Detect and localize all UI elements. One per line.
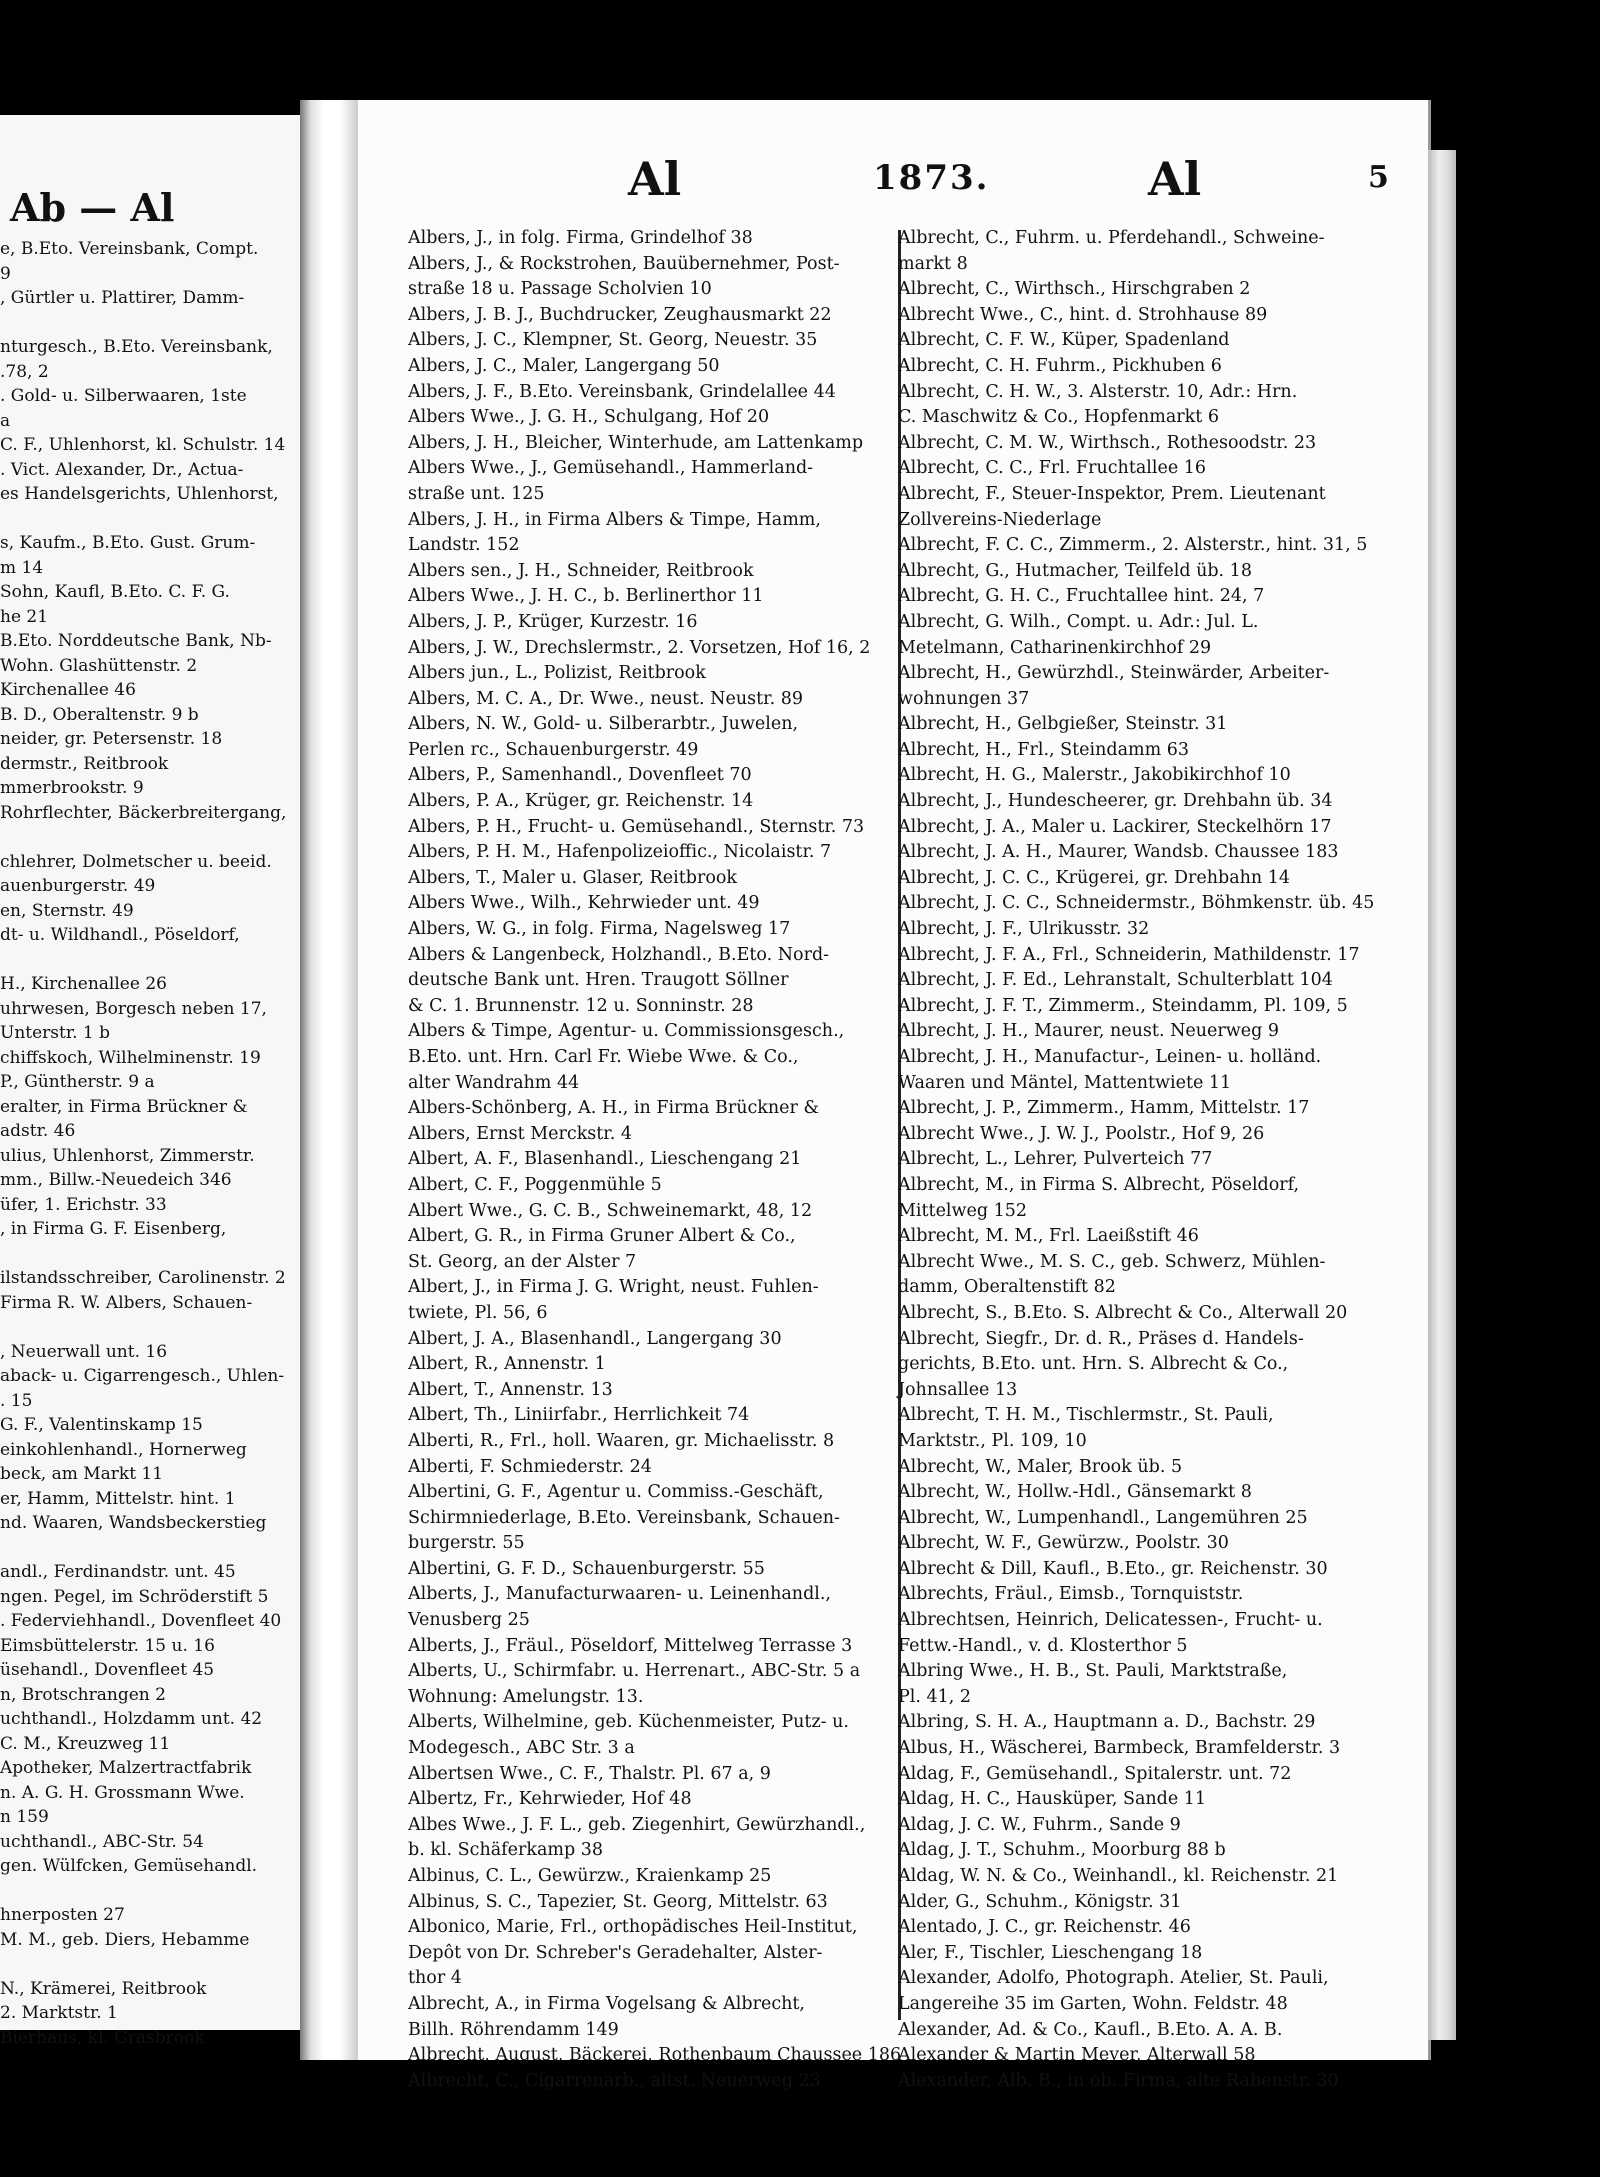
directory-entry-line: Albrecht, C. H. W., 3. Alsterstr. 10, Adr.: Hrn.	[898, 381, 1298, 402]
directory-entry-line	[0, 1242, 300, 1267]
directory-entry-line: gerichts, B.Eto. unt. Hrn. S. Albrecht & Co.,	[898, 1354, 1289, 1375]
directory-entry-line: Bierhaus, kl. Grasbrook	[0, 2027, 205, 2048]
directory-entry-line: Albers, J. C., Klempner, St. Georg, Neuestr. 35	[408, 330, 818, 351]
directory-entry-line: Landstr. 152	[408, 535, 520, 556]
directory-entry-line: Albinus, S. C., Tapezier, St. Georg, Mittelstr. 63	[408, 1891, 828, 1912]
top-black-border-left	[0, 0, 360, 115]
directory-entry-line: B.Eto. Norddeutsche Bank, Nb-	[0, 631, 272, 651]
directory-entry-line: , in Firma G. F. Eisenberg,	[0, 1219, 227, 1239]
directory-entry-line: Albers, M. C. A., Dr. Wwe., neust. Neustr. 89	[408, 688, 803, 709]
directory-entry-line: dermstr., Reitbrook	[0, 753, 169, 774]
directory-entry-line	[0, 1879, 300, 1904]
directory-entry-line: Albrechts, Fräul., Eimsb., Tornquiststr.	[898, 1584, 1244, 1605]
header-year: 1873.	[873, 158, 990, 198]
directory-entry-line: Albers, W. G., in folg. Firma, Nagelsweg 17	[408, 919, 791, 940]
directory-entry-line: Albert, C. F., Poggenmühle 5	[408, 1174, 662, 1195]
directory-entry-line: Albers Wwe., J. H. C., b. Berlinerthor 11	[408, 586, 764, 607]
directory-entry-line: Albertz, Fr., Kehrwieder, Hof 48	[408, 1789, 692, 1810]
directory-entry-line: B. D., Oberaltenstr. 9 b	[0, 704, 199, 725]
directory-entry-line: Albers, J. W., Drechslermstr., 2. Vorsetzen, Hof 16, 2	[408, 637, 871, 658]
directory-entry-line: Albrecht, F. C. C., Zimmerm., 2. Alsterstr., hint. 31, 5	[898, 535, 1368, 556]
directory-entry-line: thor 4	[408, 1968, 462, 1989]
directory-entry-line: nturgesch., B.Eto. Vereinsbank,	[0, 337, 273, 357]
directory-entry-line: . Vict. Alexander, Dr., Actua-	[0, 459, 244, 480]
directory-entry-line: Zollvereins-Niederlage	[898, 509, 1102, 530]
directory-entry-line: uchthandl., Holzdamm unt. 42	[0, 1709, 263, 1729]
directory-entry-line: Mittelweg 152	[898, 1200, 1028, 1221]
directory-entry-line: Albers & Langenbeck, Holzhandl., B.Eto. Nord-	[408, 944, 830, 965]
directory-entry-line: aback- u. Cigarrengesch., Uhlen-	[0, 1366, 285, 1386]
directory-entry-line: beck, am Markt 11	[0, 1464, 164, 1484]
directory-entry-line	[0, 1536, 300, 1561]
directory-entry-line: Albert, J. A., Blasenhandl., Langergang 30	[408, 1328, 782, 1349]
directory-entry-line: Albers, J. H., Bleicher, Winterhude, am Lattenkamp	[408, 432, 864, 453]
directory-entry-line: Wohnung: Amelungstr. 13.	[408, 1686, 644, 1707]
directory-entry-line: Albrecht, H. G., Malerstr., Jakobikirchhof 10	[898, 765, 1291, 786]
directory-entry-line: Fettw.-Handl., v. d. Klosterthor 5	[898, 1635, 1188, 1656]
directory-entry-line: Alexander & Martin Meyer, Alterwall 58	[898, 2045, 1256, 2066]
directory-entry-line: Alexander, Adolfo, Photograph. Atelier, St. Pauli,	[898, 1968, 1329, 1989]
directory-entry-line: chlehrer, Dolmetscher u. beeid.	[0, 851, 272, 872]
directory-entry-line: Unterstr. 1 b	[0, 1023, 111, 1043]
directory-entry-line: Albrecht, Siegfr., Dr. d. R., Präses d. Handels-	[898, 1328, 1304, 1349]
directory-entry-line: mm., Billw.-Neuedeich 346	[0, 1170, 232, 1190]
directory-entry-line: Albert, A. F., Blasenhandl., Lieschengang 21	[408, 1149, 802, 1170]
directory-entry-line: e, B.Eto. Vereinsbank, Compt.	[0, 239, 259, 259]
directory-entry-line: Alberts, U., Schirmfabr. u. Herrenart., ABC-Str. 5 a	[408, 1661, 861, 1682]
directory-entry-line: Albers, T., Maler u. Glaser, Reitbrook	[408, 867, 738, 888]
directory-entry-line: Albert, G. R., in Firma Gruner Albert & Co.,	[408, 1226, 796, 1247]
directory-entry-line: chiffskoch, Wilhelminenstr. 19	[0, 1047, 261, 1068]
directory-entry-line	[0, 1952, 300, 1977]
directory-entry-line: mmerbrookstr. 9	[0, 778, 144, 798]
directory-entry-line: Metelmann, Catharinenkirchhof 29	[898, 637, 1212, 658]
directory-entry-line: Albers, Ernst Merckstr. 4	[408, 1123, 633, 1144]
directory-entry-line: Albus, H., Wäscherei, Barmbeck, Bramfelderstr. 3	[898, 1738, 1341, 1759]
directory-entry-line: twiete, Pl. 56, 6	[408, 1302, 548, 1323]
directory-entry-line: Eimsbüttelerstr. 15 u. 16	[0, 1635, 215, 1656]
directory-entry-line: C. M., Kreuzweg 11	[0, 1733, 171, 1754]
directory-entry-line: Pl. 41, 2	[898, 1686, 972, 1707]
directory-entry-line: G. F., Valentinskamp 15	[0, 1415, 203, 1435]
directory-entry-line: Albers, N. W., Gold- u. Silberarbtr., Juwelen,	[408, 714, 799, 735]
directory-entry-line: Albert, R., Annenstr. 1	[408, 1354, 606, 1375]
directory-entry-line: Alberti, F. Schmiederstr. 24	[408, 1456, 652, 1477]
directory-entry-line: Aler, F., Tischler, Lieschengang 18	[898, 1942, 1203, 1963]
directory-entry-line: Albrecht, C., Cigarrenarb., altst. Neuerweg 23	[408, 2070, 821, 2091]
directory-entry-line: n, Brotschrangen 2	[0, 1684, 166, 1705]
directory-entry-line: andl., Ferdinandstr. unt. 45	[0, 1562, 236, 1582]
directory-entry-line: ulius, Uhlenhorst, Zimmerstr.	[0, 1145, 255, 1166]
directory-entry-line: Albrecht, C. H. Fuhrm., Pickhuben 6	[898, 355, 1222, 376]
directory-entry-line: Albrecht, G. Wilh., Compt. u. Adr.: Jul. L.	[898, 611, 1259, 632]
directory-entry-line	[0, 311, 300, 336]
directory-entry-line: he 21	[0, 606, 49, 627]
right-page	[358, 100, 1431, 2091]
directory-entry-line: damm, Oberaltenstift 82	[898, 1277, 1116, 1298]
directory-entry-line: P., Güntherstr. 9 a	[0, 1072, 155, 1092]
directory-entry-line: Albers & Timpe, Agentur- u. Commissionsgesch.,	[408, 1021, 845, 1042]
directory-entry-line: Albers Wwe., J. G. H., Schulgang, Hof 20	[408, 407, 770, 428]
directory-entry-line: Alexander, Ad. & Co., Kaufl., B.Eto. A. A. B.	[898, 2019, 1283, 2040]
directory-entry-line: Albers jun., L., Polizist, Reitbrook	[408, 663, 706, 684]
directory-entry-line: b. kl. Schäferkamp 38	[408, 1840, 604, 1861]
directory-entry-line: Albers, P., Samenhandl., Dovenfleet 70	[408, 765, 752, 786]
directory-entry-line: er, Hamm, Mittelstr. hint. 1	[0, 1488, 236, 1509]
directory-entry-line: N., Krämerei, Reitbrook	[0, 1978, 207, 1999]
directory-entry-line: einkohlenhandl., Hornerweg	[0, 1439, 247, 1460]
directory-entry-line: H., Kirchenallee 26	[0, 974, 167, 994]
directory-entry-line	[0, 1315, 300, 1340]
directory-entry-line: Apotheker, Malzertractfabrik	[0, 1758, 252, 1778]
directory-entry-line: Aldag, F., Gemüsehandl., Spitalerstr. unt. 72	[898, 1763, 1292, 1784]
directory-entry-line: Albert, Th., Liniirfabr., Herrlichkeit 74	[408, 1405, 750, 1426]
directory-entry-line: Aldag, J. T., Schuhm., Moorburg 88 b	[898, 1840, 1226, 1861]
directory-entry-line: Albrecht, J., Hundescheerer, gr. Drehbahn üb. 34	[898, 791, 1333, 812]
directory-entry-line: Alberts, J., Fräul., Pöseldorf, Mittelweg Terrasse 3	[408, 1635, 853, 1656]
directory-entry-line: Albrecht, G., Hutmacher, Teilfeld üb. 18	[898, 560, 1252, 581]
directory-entry-line: dt- u. Wildhandl., Pöseldorf,	[0, 925, 240, 945]
directory-entry-line: Albrecht, J. H., Manufactur-, Leinen- u. holländ.	[898, 1047, 1322, 1067]
directory-entry-line: Albrecht Wwe., J. W. J., Poolstr., Hof 9, 26	[898, 1123, 1265, 1144]
directory-entry-line: Albrecht, J. A., Maler u. Lackirer, Steckelhörn 17	[898, 816, 1332, 837]
directory-entry-line: Albrecht, M., in Firma S. Albrecht, Pöseldorf,	[898, 1174, 1300, 1195]
directory-entry-line: Albers Wwe., J., Gemüsehandl., Hammerland-	[408, 458, 814, 479]
directory-entry-line: Albrecht Wwe., C., hint. d. Strohhause 89	[898, 304, 1268, 325]
directory-entry-line: 9	[0, 263, 11, 284]
directory-entry-line: neider, gr. Petersenstr. 18	[0, 729, 223, 749]
directory-entry-line: Albes Wwe., J. F. L., geb. Ziegenhirt, Gewürzhandl.,	[408, 1814, 866, 1835]
directory-entry-line: Alder, G., Schuhm., Königstr. 31	[898, 1891, 1182, 1912]
directory-entry-line: ngen. Pegel, im Schröderstift 5	[0, 1586, 269, 1607]
directory-entry-line: Albers, J., & Rockstrohen, Bauübernehmer, Post-	[408, 253, 840, 274]
header-right-letters: Al	[1148, 152, 1202, 206]
directory-entry-line: , Neuerwall unt. 16	[0, 1341, 168, 1362]
directory-entry-line: Albinus, C. L., Gewürzw., Kraienkamp 25	[408, 1866, 772, 1886]
directory-entry-line: gen. Wülfcken, Gemüsehandl.	[0, 1856, 258, 1876]
directory-entry-line: Albrecht, J. F. A., Frl., Schneiderin, Mathildenstr. 17	[898, 944, 1360, 965]
directory-entry-line: Waaren und Mäntel, Mattentwiete 11	[898, 1072, 1232, 1093]
directory-entry-line	[0, 507, 300, 532]
directory-entry-line: Albrecht, T. H. M., Tischlermstr., St. Pauli,	[898, 1405, 1274, 1426]
directory-entry-line: Albrecht, H., Gelbgießer, Steinstr. 31	[898, 714, 1228, 735]
directory-entry-line: Albrecht, H., Frl., Steindamm 63	[898, 739, 1190, 760]
directory-entry-line: Kirchenallee 46	[0, 680, 136, 700]
directory-entry-line: Langereihe 35 im Garten, Wohn. Feldstr. 48	[898, 1993, 1288, 2014]
directory-entry-line: Albrechtsen, Heinrich, Delicatessen-, Frucht- u.	[898, 1610, 1323, 1631]
directory-entry-line	[0, 948, 300, 973]
directory-entry-line: . 15	[0, 1390, 33, 1411]
directory-entry-line: m 14	[0, 557, 44, 578]
directory-entry-line: Albers Wwe., Wilh., Kehrwieder unt. 49	[408, 893, 760, 914]
directory-entry-line: Albrecht, J. C. C., Schneidermstr., Böhmkenstr. üb. 45	[898, 893, 1375, 914]
directory-entry-line: B.Eto. unt. Hrn. Carl Fr. Wiebe Wwe. & Co.,	[408, 1047, 799, 1067]
directory-entry-line: .78, 2	[0, 361, 49, 382]
directory-entry-line: Albrecht, W., Hollw.-Hdl., Gänsemarkt 8	[898, 1482, 1252, 1503]
left-page-header: Ab — Al	[10, 185, 175, 230]
directory-entry-line: Albrecht, L., Lehrer, Pulverteich 77	[898, 1149, 1213, 1170]
directory-entry-line: , Gürtler u. Plattirer, Damm-	[0, 288, 245, 308]
left-page	[0, 115, 302, 2048]
directory-entry-line: hnerposten 27	[0, 1905, 125, 1925]
directory-entry-line: Albring Wwe., H. B., St. Pauli, Marktstraße,	[898, 1661, 1288, 1682]
directory-entry-line: Albrecht, W., Maler, Brook üb. 5	[898, 1456, 1183, 1477]
directory-entry-line: üsehandl., Dovenfleet 45	[0, 1660, 215, 1680]
directory-entry-line: Albert, J., in Firma J. G. Wright, neust. Fuhlen-	[408, 1277, 819, 1298]
directory-entry-line: markt 8	[898, 253, 968, 274]
directory-entry-line: Albrecht, H., Gewürzhdl., Steinwärder, Arbeiter-	[898, 663, 1330, 684]
directory-entry-line: Albert, T., Annenstr. 13	[408, 1379, 613, 1400]
directory-entry-line: St. Georg, an der Alster 7	[408, 1251, 637, 1272]
directory-entry-line: Albrecht, G. H. C., Fruchtallee hint. 24, 7	[898, 586, 1265, 607]
directory-entry-line: Venusberg 25	[408, 1610, 530, 1631]
directory-entry-line: eralter, in Firma Brückner &	[0, 1096, 248, 1117]
directory-entry-line: Rohrflechter, Bäckerbreitergang,	[0, 802, 287, 823]
directory-entry-line: straße unt. 125	[408, 483, 545, 504]
directory-entry-line: Schirmniederlage, B.Eto. Vereinsbank, Schauen-	[408, 1507, 840, 1528]
directory-entry-line: Marktstr., Pl. 109, 10	[898, 1430, 1087, 1451]
directory-entry-line: Albrecht Wwe., M. S. C., geb. Schwerz, Mühlen-	[898, 1251, 1326, 1272]
directory-entry-line: Albring, S. H. A., Hauptmann a. D., Bachstr. 29	[898, 1712, 1316, 1733]
directory-entry-line: Albrecht, J. P., Zimmerm., Hamm, Mittelstr. 17	[898, 1098, 1310, 1119]
page-number: 5	[1368, 160, 1389, 195]
header-left-letters: Al	[628, 152, 682, 206]
directory-entry-line: Albers, P. A., Krüger, gr. Reichenstr. 14	[408, 791, 754, 812]
directory-entry-line: Albrecht, August, Bäckerei, Rothenbaum Chaussee 186	[408, 2045, 902, 2066]
directory-entry-line: burgerstr. 55	[408, 1533, 525, 1554]
directory-entry-line: alter Wandrahm 44	[408, 1072, 580, 1093]
directory-entry-line: Aldag, H. C., Hausküper, Sande 11	[898, 1789, 1207, 1810]
directory-entry-line: Albers-Schönberg, A. H., in Firma Brückner &	[408, 1098, 820, 1119]
directory-entry-line: Albrecht, A., in Firma Vogelsang & Albrecht,	[408, 1993, 805, 2014]
directory-entry-line: Albrecht, C., Fuhrm. u. Pferdehandl., Schweine-	[898, 228, 1325, 248]
directory-entry-line: Albers, J. F., B.Eto. Vereinsbank, Grindelallee 44	[408, 381, 836, 402]
directory-entry-line: Albrecht, J. H., Maurer, neust. Neuerweg 9	[898, 1021, 1279, 1042]
directory-entry-line: Albers, P. H., Frucht- u. Gemüsehandl., Sternstr. 73	[408, 816, 865, 837]
directory-entry-line: deutsche Bank unt. Hren. Traugott Söllner	[408, 970, 789, 991]
directory-entry-line	[0, 825, 300, 850]
directory-entry-line: Modegesch., ABC Str. 3 a	[408, 1738, 635, 1759]
directory-entry-line: Albers sen., J. H., Schneider, Reitbrook	[408, 560, 754, 581]
directory-entry-line: straße 18 u. Passage Scholvien 10	[408, 279, 712, 300]
directory-entry-line: Albrecht, F., Steuer-Inspektor, Prem. Lieutenant	[898, 483, 1326, 504]
directory-entry-line: Albrecht, W., Lumpenhandl., Langemühren 25	[898, 1507, 1308, 1528]
directory-entry-line: Alexander, Alb. B., in ob. Firma, alte Rabenstr. 30	[898, 2070, 1339, 2091]
directory-entry-line: . Federviehhandl., Dovenfleet 40	[0, 1611, 282, 1631]
directory-entry-line: Albonico, Marie, Frl., orthopädisches Heil-Institut,	[408, 1917, 858, 1938]
top-black-border-right	[360, 0, 1600, 100]
directory-column-right	[898, 226, 1403, 2094]
directory-entry-line: en, Sternstr. 49	[0, 900, 134, 921]
directory-entry-line: Albrecht, J. F. Ed., Lehranstalt, Schulterblatt 104	[898, 970, 1333, 991]
left-page-column	[0, 237, 300, 2050]
directory-entry-line: Albrecht, J. C. C., Krügerei, gr. Drehbahn 14	[898, 867, 1291, 888]
directory-entry-line: Alberts, Wilhelmine, geb. Küchenmeister, Putz- u.	[408, 1712, 849, 1733]
directory-entry-line: üfer, 1. Erichstr. 33	[0, 1194, 167, 1215]
directory-entry-line: Albrecht, J. F. T., Zimmerm., Steindamm, Pl. 109, 5	[898, 995, 1348, 1016]
directory-entry-line: Albers, J. P., Krüger, Kurzestr. 16	[408, 611, 698, 632]
directory-entry-line: . Gold- u. Silberwaaren, 1ste	[0, 386, 247, 406]
directory-entry-line: Billh. Röhrendamm 149	[408, 2019, 619, 2040]
page-edge	[1428, 150, 1456, 2040]
directory-entry-line: Wohn. Glashüttenstr. 2	[0, 655, 198, 676]
directory-entry-line: Albertsen Wwe., C. F., Thalstr. Pl. 67 a, 9	[408, 1763, 771, 1784]
directory-entry-line: Sohn, Kaufl, B.Eto. C. F. G.	[0, 582, 230, 602]
directory-entry-line: Albrecht, C., Wirthsch., Hirschgraben 2	[898, 279, 1251, 300]
directory-entry-line: Albrecht, J. F., Ulrikusstr. 32	[898, 919, 1150, 940]
directory-entry-line: Albertini, G. F., Agentur u. Commiss.-Geschäft,	[408, 1482, 824, 1503]
directory-entry-line: n. A. G. H. Grossmann Wwe.	[0, 1782, 245, 1803]
directory-entry-line: Albers, J., in folg. Firma, Grindelhof 38	[408, 228, 753, 248]
directory-entry-line: Albrecht, C. F. W., Küper, Spadenland	[898, 330, 1230, 351]
directory-entry-line: Albers, P. H. M., Hafenpolizeioffic., Nicolaistr. 7	[408, 842, 832, 863]
directory-entry-line: Albers, J. C., Maler, Langergang 50	[408, 355, 720, 376]
directory-entry-line: M. M., geb. Diers, Hebamme	[0, 1929, 250, 1950]
directory-entry-line: Aldag, W. N. & Co., Weinhandl., kl. Reichenstr. 21	[898, 1866, 1339, 1886]
directory-entry-line: Johnsallee 13	[898, 1379, 1018, 1400]
directory-entry-line: wohnungen 37	[898, 688, 1030, 709]
directory-entry-line: Albrecht, C. C., Frl. Fruchtallee 16	[898, 458, 1207, 479]
directory-entry-line: a	[0, 410, 11, 431]
directory-entry-line: Albrecht, S., B.Eto. S. Albrecht & Co., Alterwall 20	[898, 1302, 1348, 1323]
directory-entry-line: Albrecht, M. M., Frl. Laeißstift 46	[898, 1226, 1199, 1247]
directory-entry-line: s, Kaufm., B.Eto. Gust. Grum-	[0, 533, 256, 553]
directory-entry-line: Albrecht, J. A. H., Maurer, Wandsb. Chaussee 183	[898, 842, 1339, 863]
directory-entry-line: uchthandl., ABC-Str. 54	[0, 1831, 204, 1852]
directory-entry-line: adstr. 46	[0, 1121, 76, 1141]
directory-entry-line: Albert Wwe., G. C. B., Schweinemarkt, 48, 12	[408, 1200, 813, 1221]
directory-entry-line: Alberts, J., Manufacturwaaren- u. Leinenhandl.,	[408, 1584, 831, 1605]
directory-entry-line: uhrwesen, Borgesch neben 17,	[0, 998, 267, 1019]
directory-entry-line: Albrecht & Dill, Kaufl., B.Eto., gr. Reichenstr. 30	[898, 1558, 1328, 1579]
directory-entry-line: Albertini, G. F. D., Schauenburgerstr. 55	[408, 1558, 765, 1579]
directory-entry-line: Firma R. W. Albers, Schauen-	[0, 1292, 253, 1313]
directory-entry-line: Perlen rc., Schauenburgerstr. 49	[408, 739, 699, 760]
directory-entry-line: Aldag, J. C. W., Fuhrm., Sande 9	[898, 1814, 1181, 1835]
directory-entry-line: Albrecht, W. F., Gewürzw., Poolstr. 30	[898, 1533, 1229, 1554]
directory-column-left	[408, 226, 908, 2094]
directory-entry-line: Albers, J. H., in Firma Albers & Timpe, Hamm,	[408, 509, 821, 530]
directory-entry-line: es Handelsgerichts, Uhlenhorst,	[0, 484, 279, 504]
directory-entry-line: auenburgerstr. 49	[0, 876, 156, 896]
directory-entry-line: ilstandsschreiber, Carolinenstr. 2	[0, 1268, 286, 1288]
page-header	[358, 152, 1428, 212]
directory-entry-line: nd. Waaren, Wandsbeckerstieg	[0, 1513, 267, 1533]
directory-entry-line: C. F., Uhlenhorst, kl. Schulstr. 14	[0, 435, 286, 455]
directory-entry-line: & C. 1. Brunnenstr. 12 u. Sonninstr. 28	[408, 995, 754, 1016]
book-spine	[300, 100, 358, 2060]
directory-entry-line: Depôt von Dr. Schreber's Geradehalter, Alster-	[408, 1942, 823, 1963]
directory-entry-line: Albrecht, C. M. W., Wirthsch., Rothesoodstr. 23	[898, 432, 1317, 453]
directory-entry-line: C. Maschwitz & Co., Hopfenmarkt 6	[898, 407, 1219, 428]
directory-entry-line: 2. Marktstr. 1	[0, 2003, 118, 2023]
directory-entry-line: Alentado, J. C., gr. Reichenstr. 46	[898, 1917, 1191, 1938]
directory-entry-line: Albers, J. B. J., Buchdrucker, Zeughausmarkt 22	[408, 304, 832, 325]
directory-entry-line: Alberti, R., Frl., holl. Waaren, gr. Michaelisstr. 8	[408, 1430, 835, 1451]
directory-entry-line: n 159	[0, 1807, 49, 1827]
